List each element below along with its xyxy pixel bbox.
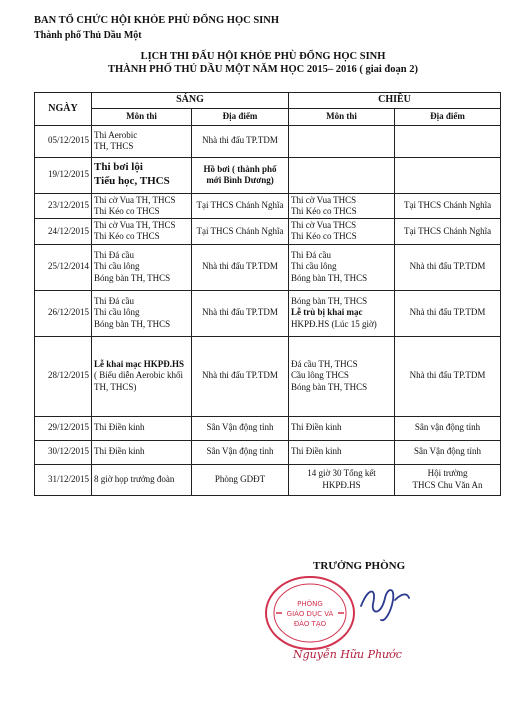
table-row	[35, 440, 501, 464]
table-row	[35, 157, 501, 193]
morning-venue	[192, 336, 289, 416]
morning-venue	[192, 219, 289, 245]
afternoon-venue	[395, 416, 501, 440]
schedule-table	[34, 92, 501, 496]
morning-event-line: Lễ khai mạc HKPĐ.HS	[94, 359, 185, 370]
afternoon-event	[289, 157, 395, 193]
afternoon-event-line: HKPĐ.HS (Lúc 15 giờ)	[291, 318, 377, 329]
row-date: 28/12/2015	[35, 336, 92, 416]
morning-venue-line: Nhà thi đấu TP.TDM	[202, 370, 278, 381]
morning-event	[92, 157, 192, 193]
table-row	[35, 219, 501, 245]
row-date: 30/12/2015	[35, 440, 92, 464]
afternoon-event	[289, 416, 395, 440]
table-row	[35, 464, 501, 495]
organization-name: BAN TỔ CHỨC HỘI KHỎE PHÙ ĐỔNG HỌC SINH	[34, 15, 280, 26]
morning-event-line: Thi Kéo co THCS	[94, 205, 160, 216]
row-date: 23/12/2015	[35, 193, 92, 219]
morning-venue	[192, 193, 289, 219]
row-date: 31/12/2015	[35, 464, 92, 495]
header-morning-venue: Địa điểm	[192, 108, 289, 125]
morning-venue-line: Sân Vận động tỉnh	[206, 422, 274, 433]
morning-event-line: Thi Đá cầu	[94, 296, 134, 307]
morning-event-line: Thi Điền kinh	[94, 422, 145, 433]
morning-venue-line: Sân Vận động tỉnh	[206, 446, 274, 457]
header-date: NGÀY	[35, 93, 92, 126]
morning-event-line: Thi Điền kinh	[94, 446, 145, 457]
morning-venue-line: Tại THCS Chánh Nghĩa	[196, 200, 284, 211]
morning-venue-line: Tại THCS Chánh Nghĩa	[196, 225, 284, 236]
morning-event-line: 8 giờ họp trưởng đoàn	[94, 473, 175, 484]
afternoon-event-line: Thi Kéo co THCS	[291, 205, 357, 216]
morning-event-line: Thi Kéo co THCS	[94, 231, 160, 242]
morning-venue-line: mới Bình Dương)	[206, 175, 274, 185]
table-row	[35, 336, 501, 416]
morning-event-line: Thi cầu lông	[94, 261, 140, 272]
afternoon-event-line: Lễ trù bị khai mạc	[291, 307, 363, 318]
morning-event-line: TH, THCS)	[94, 381, 137, 392]
afternoon-event-line: Thi cờ Vua THCS	[291, 220, 357, 230]
afternoon-event-line: Thi Điền kinh	[291, 422, 342, 433]
morning-event-line: Bóng bàn TH, THCS	[94, 272, 171, 283]
morning-event-line: TH, THCS	[94, 141, 134, 151]
afternoon-venue-line: Tại THCS Chánh Nghĩa	[403, 200, 492, 211]
city-name: Thành phố Thủ Dầu Một	[34, 30, 142, 41]
morning-event-line: ( Biểu diễn Aerobic khối	[94, 370, 183, 381]
afternoon-event-line: Thi Điền kinh	[291, 446, 342, 457]
afternoon-venue-line: Nhà thi đấu TP.TDM	[409, 261, 486, 272]
stamp-line-3: ĐÀO TẠO	[293, 620, 327, 628]
afternoon-event	[289, 219, 395, 245]
morning-venue-line: Nhà thi đấu TP.TDM	[202, 307, 278, 318]
afternoon-event-line: Đá cầu TH, THCS	[291, 359, 358, 370]
row-date: 19/12/2015	[35, 157, 92, 193]
afternoon-event-line: Cầu lông THCS	[291, 370, 349, 381]
morning-venue	[192, 157, 289, 193]
handwritten-signature	[355, 576, 415, 626]
header-afternoon: CHIỀU	[289, 93, 501, 109]
afternoon-event-line: Thi cầu lông	[291, 261, 337, 272]
afternoon-venue	[395, 193, 501, 219]
afternoon-event-line: Bóng bàn TH, THCS	[291, 381, 368, 392]
afternoon-event	[289, 464, 395, 495]
afternoon-venue	[395, 219, 501, 245]
afternoon-venue	[395, 244, 501, 290]
table-row	[35, 244, 501, 290]
morning-event	[92, 440, 192, 464]
morning-event-line: Thi cầu lông	[94, 307, 140, 318]
stamp-line-2: GIÁO DỤC VÀ	[286, 610, 334, 618]
afternoon-event	[289, 440, 395, 464]
morning-event-line: Thi Đá cầu	[94, 250, 134, 261]
morning-venue-line: Phòng GDĐT	[214, 473, 266, 484]
afternoon-venue-line: Tại THCS Chánh Nghĩa	[403, 225, 492, 236]
afternoon-event-line: Thi Đá cầu	[291, 250, 331, 261]
document-title-line2: THÀNH PHỐ THỦ DẦU MỘT NĂM HỌC 2015– 2016 ( giai đoạn 2)	[108, 64, 418, 75]
document-title-line1: LỊCH THI ĐẤU HỘI KHỎE PHÙ ĐỔNG HỌC SINH	[140, 51, 386, 62]
afternoon-venue	[395, 125, 501, 157]
morning-venue	[192, 464, 289, 495]
afternoon-event	[289, 193, 395, 219]
header-afternoon-venue: Địa điểm	[395, 108, 501, 125]
morning-venue	[192, 416, 289, 440]
afternoon-venue	[395, 464, 501, 495]
morning-event	[92, 416, 192, 440]
row-date: 24/12/2015	[35, 219, 92, 245]
afternoon-event-line: HKPĐ.HS	[322, 479, 361, 490]
morning-event-line: Bóng bàn TH, THCS	[94, 318, 171, 329]
stamp-line-1: PHÒNG	[297, 600, 323, 608]
morning-venue	[192, 244, 289, 290]
afternoon-venue-line: THCS Chu Văn An	[412, 479, 483, 490]
official-stamp	[262, 573, 358, 653]
afternoon-venue	[395, 157, 501, 193]
afternoon-event-line: Bóng bàn TH, THCS	[291, 296, 368, 307]
afternoon-venue-line: Sân vận động tỉnh	[414, 422, 481, 433]
morning-event	[92, 125, 192, 157]
morning-venue-line: Nhà thi đấu TP.TDM	[202, 135, 278, 146]
afternoon-event	[289, 244, 395, 290]
afternoon-venue	[395, 336, 501, 416]
morning-event	[92, 464, 192, 495]
afternoon-event	[289, 336, 395, 416]
afternoon-event-line: Thi Kéo co THCS	[291, 231, 357, 242]
morning-event	[92, 193, 192, 219]
morning-venue-line: Hồ bơi ( thành phố	[203, 163, 277, 174]
row-date: 05/12/2015	[35, 125, 92, 157]
row-date: 25/12/2014	[35, 244, 92, 290]
morning-venue	[192, 290, 289, 336]
table-row	[35, 193, 501, 219]
row-date: 29/12/2015	[35, 416, 92, 440]
signatory-title: TRƯỞNG PHÒNG	[313, 560, 406, 572]
table-row	[35, 416, 501, 440]
header-morning: SÁNG	[92, 93, 289, 109]
morning-event-line: Thi bơi lội	[94, 161, 143, 174]
morning-event	[92, 336, 192, 416]
afternoon-venue	[395, 290, 501, 336]
table-row	[35, 290, 501, 336]
table-row	[35, 125, 501, 157]
morning-event-line: Thi Aerobic	[94, 129, 138, 140]
morning-venue	[192, 440, 289, 464]
morning-venue	[192, 125, 289, 157]
afternoon-venue-line: Hội trường	[427, 468, 468, 479]
afternoon-event	[289, 290, 395, 336]
afternoon-event	[289, 125, 395, 157]
header-morning-event: Môn thi	[92, 108, 192, 125]
morning-venue-line: Nhà thi đấu TP.TDM	[202, 261, 278, 272]
morning-event-line: Thi cờ Vua TH, THCS	[94, 194, 176, 205]
afternoon-event-line: Bóng bàn TH, THCS	[291, 272, 368, 283]
row-date: 26/12/2015	[35, 290, 92, 336]
morning-event-line: Thi cờ Vua TH, THCS	[94, 220, 176, 230]
afternoon-event-line: 14 giờ 30 Tổng kết	[307, 468, 376, 479]
afternoon-event-line: Thi cờ Vua THCS	[291, 194, 357, 205]
signer-name: Nguyễn Hữu Phước	[293, 648, 402, 661]
afternoon-venue	[395, 440, 501, 464]
header-afternoon-event: Môn thi	[289, 108, 395, 125]
afternoon-venue-line: Nhà thi đấu TP.TDM	[409, 307, 486, 318]
morning-event-line: Tiểu học, THCS	[94, 175, 170, 187]
morning-event	[92, 244, 192, 290]
afternoon-venue-line: Sân Vận động tỉnh	[413, 446, 482, 457]
morning-event	[92, 219, 192, 245]
afternoon-venue-line: Nhà thi đấu TP.TDM	[409, 370, 486, 381]
morning-event	[92, 290, 192, 336]
schedule-body	[35, 125, 501, 495]
